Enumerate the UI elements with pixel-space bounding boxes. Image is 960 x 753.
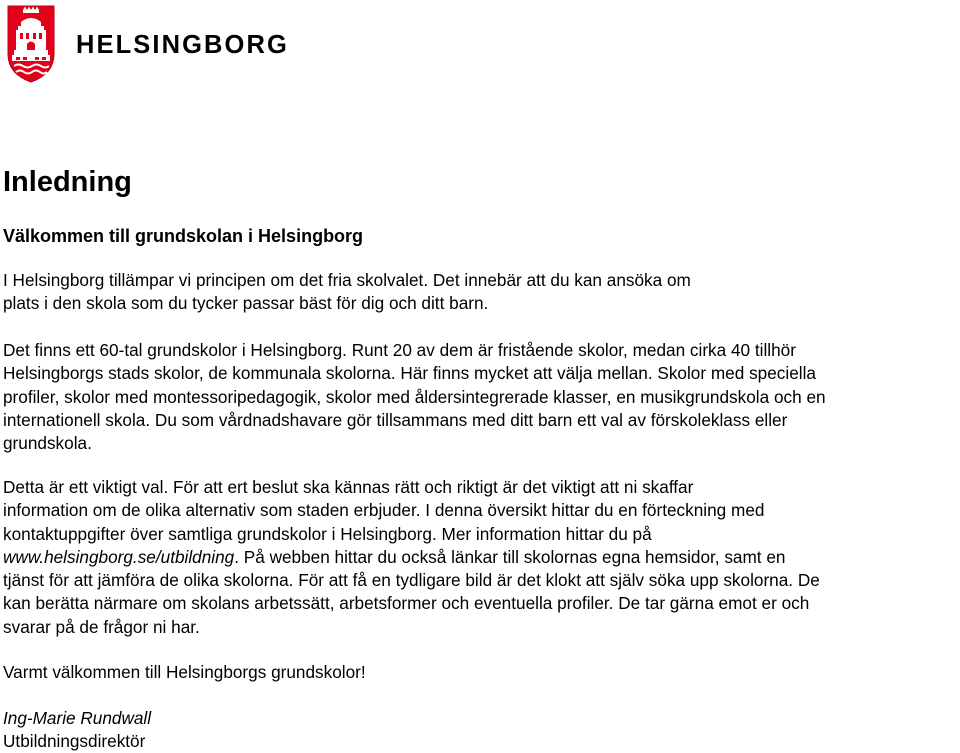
text-line: tjänst för att jämföra de olika skolorna. För att få en tydligare bild är det klokt att själv söka upp skolorna. De [3,570,820,591]
text-line: I Helsingborg tillämpar vi principen om det fria skolvalet. Det innebär att du kan ansöka om [3,270,691,290]
website-link[interactable]: www.helsingborg.se/utbildning [3,546,235,567]
text-line: profiler, skolor med montessoripedagogik, skolor med åldersintegrerade klasser, en musikgrundskola och en [3,386,826,407]
text-line: information om de olika alternativ som staden erbjuder. I denna översikt hittar du en förteckning med [3,500,765,521]
text-line: svarar på de frågor ni har. [3,616,200,637]
text-line: kontaktuppgifter över samtliga grundskolor i Helsingborg. Mer information hittar du på [3,523,652,544]
text-line [3,546,960,569]
page-header [0,0,960,90]
text-line: kan berätta närmare om skolans arbetssätt, arbetsformer och eventuella profiler. De tar gärna emot er och [3,593,810,614]
paragraph-important-choice [3,476,960,639]
text-line-rest: . På webben hittar du också länkar till skolornas egna hemsidor, samt en [234,546,786,567]
signature-name: Ing-Marie Rundwall [3,708,152,728]
text-line: Helsingborgs stads skolor, de kommunala skolorna. Här finns mycket att välja mellan. Skolor med speciella [3,363,816,384]
text-line: internationell skola. Du som vårdnadshavare gör tillsammans med ditt barn ett val av förskoleklass eller [3,409,788,430]
brand-name: HELSINGBORG [76,31,289,59]
helsingborg-shield-logo [6,4,56,84]
paragraph-school-overview [3,339,960,455]
page-title: Inledning [3,166,132,198]
text-line: grundskola. [3,433,92,454]
signature-title: Utbildningsdirektör [3,731,146,751]
page-subtitle: Välkommen till grundskolan i Helsingborg [3,226,364,246]
text-line: Det finns ett 60-tal grundskolor i Helsingborg. Runt 20 av dem är fristående skolor, medan cirka 40 tillhör [3,340,796,360]
paragraph-free-school-choice [3,269,960,316]
closing-line: Varmt välkommen till Helsingborgs grundskolor! [3,662,366,682]
text-line: plats i den skola som du tycker passar bäst för dig och ditt barn. [3,293,489,314]
text-line: Detta är ett viktigt val. För att ert beslut ska kännas rätt och riktigt är det viktigt att ni skaffar [3,477,694,497]
